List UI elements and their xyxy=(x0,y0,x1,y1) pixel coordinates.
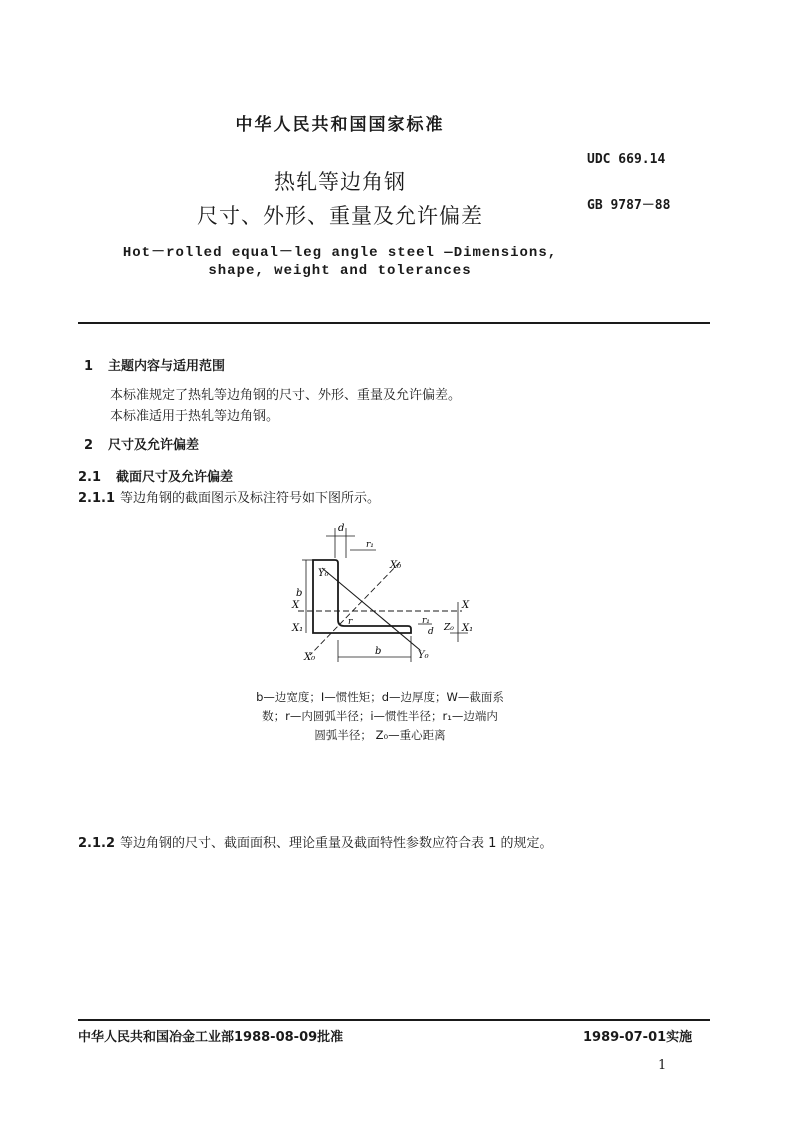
caption-line-2: 数；r—内圆弧半径；i—惯性半径；r₁—边端内 xyxy=(262,709,498,723)
label-x1-left: X₁ xyxy=(292,623,304,634)
footer-divider xyxy=(78,1019,710,1021)
angle-section-figure xyxy=(280,520,520,685)
approval-line: 中华人民共和国冶金工业部1988-08-09批准 xyxy=(78,1030,344,1045)
section-2-1-heading xyxy=(78,466,233,485)
caption-line-3: 圆弧半径； Z₀—重心距离 xyxy=(314,728,446,742)
page-number: 1 xyxy=(658,1058,667,1073)
title-en-line2: shape, weight and tolerances xyxy=(208,263,472,279)
label-r1-top: r₁ xyxy=(366,540,374,550)
title-en-line1: Hot－rolled equal－leg angle steel —Dimensions, xyxy=(122,245,558,261)
label-b-horizontal: b xyxy=(375,646,382,657)
label-r1-right: r₁ xyxy=(422,616,430,626)
label-d-right: d xyxy=(428,627,434,637)
clause-text: 等边角钢的截面图示及标注符号如下图所示。 xyxy=(120,491,381,506)
label-x0-bottom: X₀ xyxy=(304,652,316,663)
clause-2-1-1 xyxy=(78,487,380,506)
label-r: r xyxy=(348,617,353,627)
caption-line-1: b—边宽度；I—惯性矩；d—边厚度；W—截面系 xyxy=(256,690,504,704)
label-x-left: X xyxy=(292,600,300,611)
section-1-para-1: 本标准规定了热轧等边角钢的尺寸、外形、重量及允许偏差。 xyxy=(110,388,462,403)
label-x-right: X xyxy=(462,600,470,611)
label-z0: Z₀ xyxy=(444,623,454,633)
section-title: 主题内容与适用范围 xyxy=(108,359,226,374)
gb-code: GB 9787－88 xyxy=(587,198,671,213)
label-x1-right: X₁ xyxy=(462,623,474,634)
label-x0-top: X₀ xyxy=(390,560,402,571)
header-divider xyxy=(78,322,710,324)
udc-code: UDC 669.14 xyxy=(587,152,666,167)
section-2-heading xyxy=(84,434,199,453)
clause-number: 2.1.1 xyxy=(78,491,116,506)
label-y0-bottom: Y₀ xyxy=(418,650,429,661)
section-1-heading xyxy=(84,355,225,374)
y0-axis-line xyxy=(322,568,420,650)
section-title: 截面尺寸及允许偏差 xyxy=(116,470,234,485)
title-cn-line1: 热轧等边角钢 xyxy=(274,170,406,194)
title-cn-line2: 尺寸、外形、重量及允许偏差 xyxy=(197,204,483,228)
section-title: 尺寸及允许偏差 xyxy=(108,438,200,453)
section-number: 2.1 xyxy=(78,470,102,485)
section-1-para-2: 本标准适用于热轧等边角钢。 xyxy=(110,409,280,424)
section-number: 2 xyxy=(84,438,94,453)
clause-number: 2.1.2 xyxy=(78,836,116,851)
label-d: d xyxy=(338,523,345,534)
figure-caption xyxy=(230,688,530,745)
clause-text: 等边角钢的尺寸、截面面积、理论重量及截面特性参数应符合表 1 的规定。 xyxy=(120,836,553,851)
label-y0: Y₀ xyxy=(318,568,329,579)
clause-2-1-2 xyxy=(78,832,553,851)
label-b-vertical: b xyxy=(296,588,303,599)
section-number: 1 xyxy=(84,359,94,374)
effective-date: 1989-07-01实施 xyxy=(583,1030,693,1045)
standard-category: 中华人民共和国国家标准 xyxy=(235,115,445,135)
